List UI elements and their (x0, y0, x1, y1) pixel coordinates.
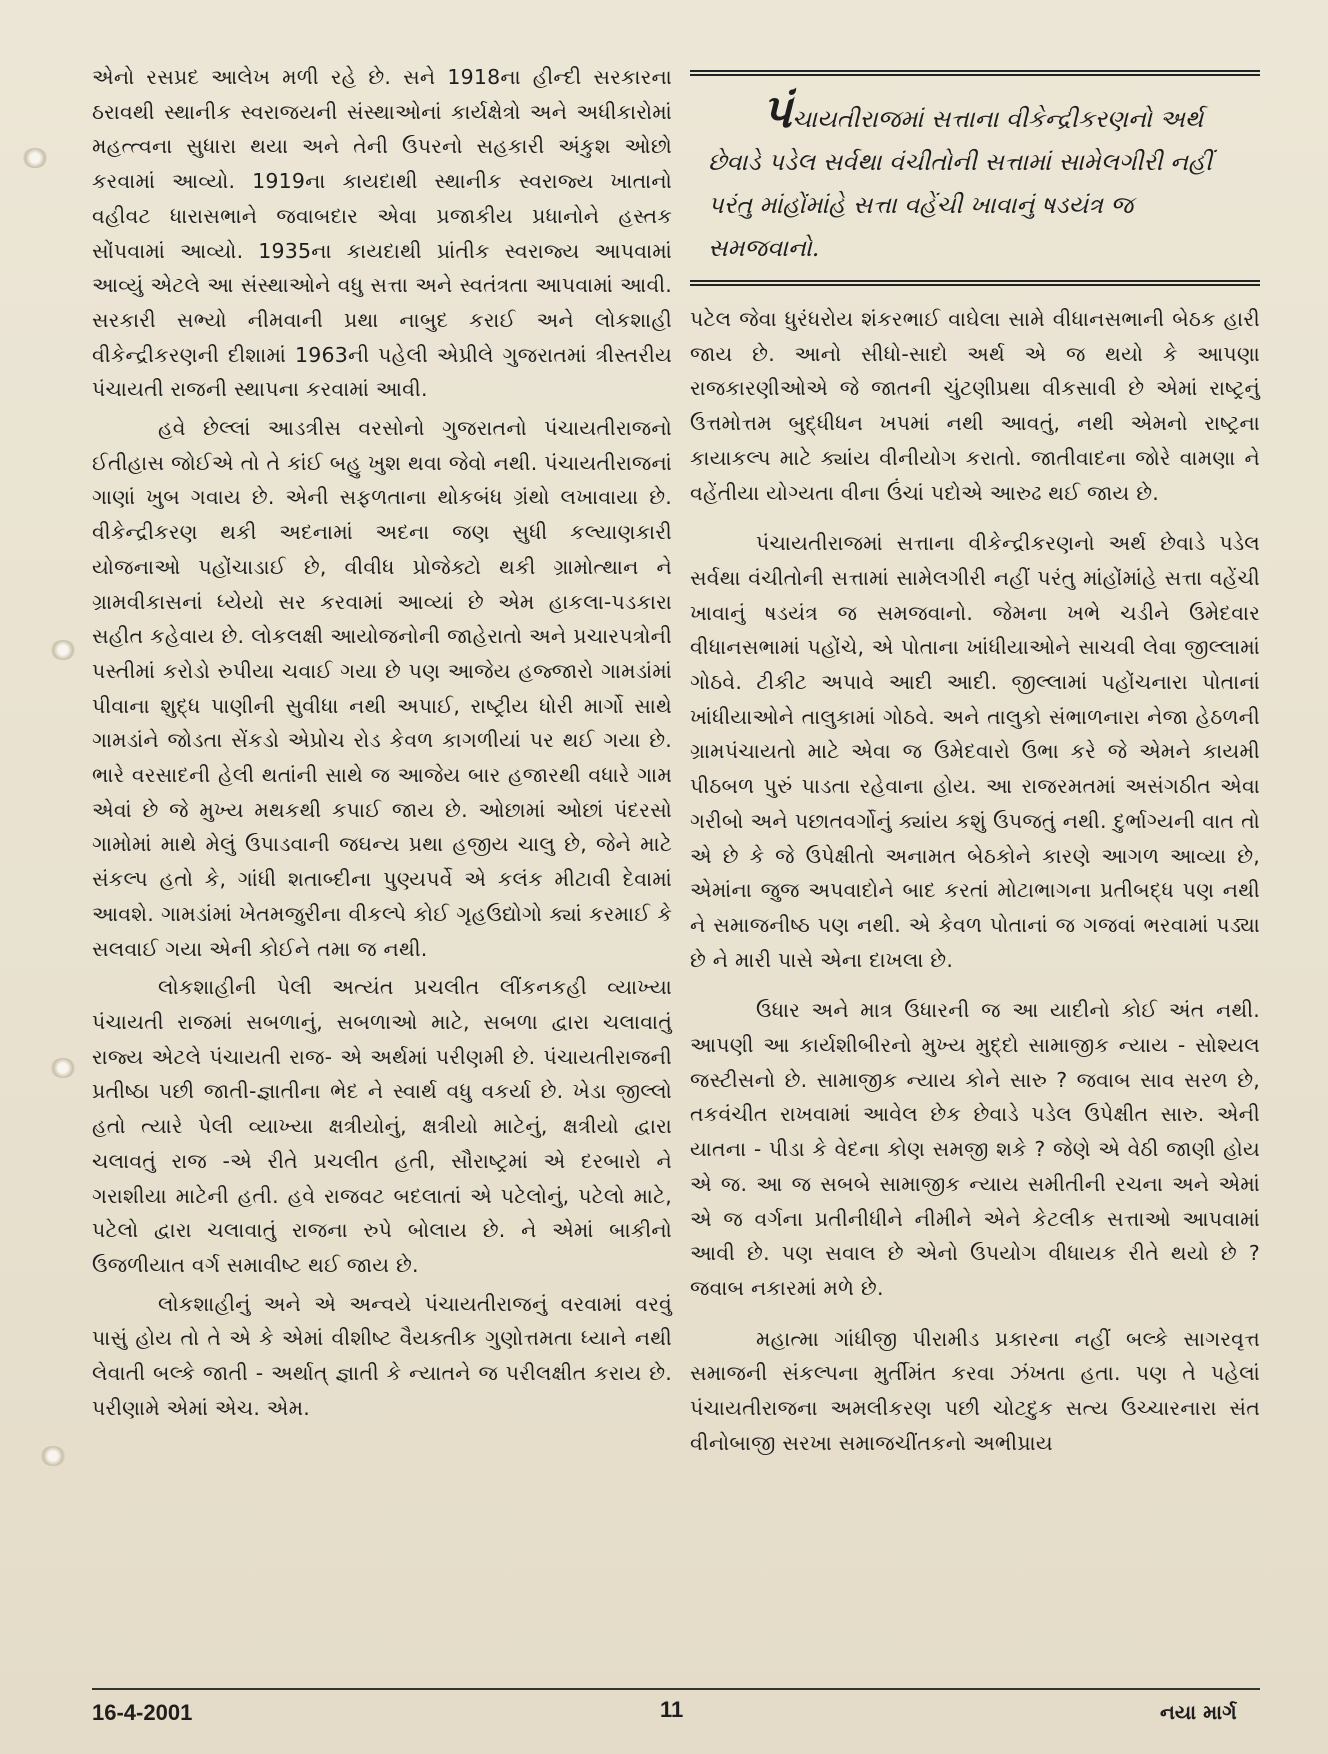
paragraph: પટેલ જેવા ધુરંધરોય શંકરભાઈ વાઘેલા સામે વીધાનસભાની બેઠક હારી જાય છે. આનો સીધો-સાદો અર્થ એ જ થયો કે આપણા રાજકારણીઓએ જે જાતની ચુંટણીપ્રથા વીકસાવી છે એમાં રાષ્ટ્રનું ઉત્તમોત્તમ બુદ્ધીધન ખપમાં નથી આવતું, નથી એમનો રાષ્ટ્રના કાયાકલ્પ માટે ક્યાંય વીનીયોગ કરાતો. જાતીવાદના જોરે વામણા ને વહેંતીયા યોગ્યતા વીના ઉંચાં પદોએ આરુઢ થઈ જાય છે. (690, 307, 1260, 505)
footer-rule (92, 1688, 1260, 1690)
paragraph: હવે છેલ્લાં આડત્રીસ વરસોનો ગુજરાતનો પંચાયતીરાજનો ઈતીહાસ જોઈએ તો તે કાંઈ બહુ ખુશ થવા જેવો નથી. પંચાયતીરાજનાં ગાણાં ખુબ ગવાય છે. એની સફળતાના થોકબંધ ગ્રંથો લખાવાયા છે. વીકેન્દ્રીકરણ થકી અદનામાં અદના જણ સુધી કલ્યાણકારી યોજનાઓ પહોંચાડાઈ છે, વીવીધ પ્રોજેક્ટો થકી ગ્રામોત્થાન ને ગ્રામવીકાસનાં ધ્યેયો સર કરવામાં આવ્યાં છે એમ હાકલા-પડકારા સહીત કહેવાય છે. લોકલક્ષી આયોજનોની જાહેરાતો અને પ્રચારપત્રોની પસ્તીમાં કરોડો રુપીયા ચવાઈ ગયા છે પણ આજેય હજ્જારો ગામડાંમાં પીવાના શુદ્ધ પાણીની સુવીધા નથી અપાઈ, રાષ્ટ્રીય ધોરી માર્ગો સાથે ગામડાંને જોડતા સેંકડો એપ્રોચ રોડ કેવળ કાગળીયાં પર થઈ ગયા છે. ભારે વરસાદની હેલી થતાંની સાથે જ આજેય બાર હજારથી વધારે ગામ એવાં છે જે મુખ્ય મથકથી કપાઈ જાય છે. ઓછામાં ઓછાં પંદરસો ગામોમાં માથે મેલું ઉપાડવાની જઘન્ય પ્રથા હજીય ચાલુ છે, જેને માટે સંકલ્પ હતો કે, ગાંધી શતાબ્દીના પુણ્યપર્વે એ કલંક મીટાવી દેવામાં આવશે. ગામડાંમાં ખેતમજુરીના વીકલ્પે કોઈ ગૃહઉદ્યોગો ક્યાં કરમાઈ કે સલવાઈ ગયા એની કોઈને તમા જ નથી. (92, 416, 672, 961)
staple-hole (50, 640, 76, 660)
paragraph: લોકશાહીની પેલી અત્યંત પ્રચલીત લીંકનકહી વ્યાખ્યા પંચાયતી રાજમાં સબળાનું, સબળાઓ માટે, સબળા દ્વારા ચલાવાતું રાજ્ય એટલે પંચાયતી રાજ- એ અર્થમાં પરીણમી છે. પંચાયતીરાજની પ્રતીષ્ઠા પછી જાતી-જ્ઞાતીના ભેદ ને સ્વાર્થ વધુ વકર્યા છે. ખેડા જીલ્લો હતો ત્યારે પેલી વ્યાખ્યા ક્ષત્રીયોનું, ક્ષત્રીયો માટેનું, ક્ષત્રીયો દ્વારા ચલાવતું રાજ -એ રીતે પ્રચલીત હતી, સૌરાષ્ટ્રમાં એ દરબારો ને ગરાશીયા માટેની હતી. હવે રાજવટ બદલાતાં એ પટેલોનું, પટેલો માટે, પટેલો દ્વારા ચલાવાતું રાજના રુપે બોલાય છે. ને એમાં બાકીનો ઉજળીયાત વર્ગ સમાવીષ્ટ થઈ જાય છે. (92, 975, 672, 1277)
pull-quote (690, 70, 1260, 286)
footer-date: 16-4-2001 (92, 1700, 193, 1725)
left-column (92, 60, 672, 1425)
right-column (690, 60, 1260, 1461)
paragraph: ઉધાર અને માત્ર ઉધારની જ આ યાદીનો કોઈ અંત નથી. આપણી આ કાર્યશીબીરનો મુખ્ય મુદ્દો સામાજીક ન્યાય - સોશ્યલ જસ્ટીસનો છે. સામાજીક ન્યાય કોને સારુ ? જવાબ સાવ સરળ છે, તકવંચીત રાખવામાં આવેલ છેક છેવાડે પડેલ ઉપેક્ષીત સારુ. એની યાતના - પીડા કે વેદના કોણ સમજી શકે ? જેણે એ વેઠી જાણી હોય એ જ. આ જ સબબે સામાજીક ન્યાય સમીતીની રચના અને એમાં એ જ વર્ગના પ્રતીનીધીને નીમીને એને કેટલીક સત્તાઓ આપવામાં આવી છે. પણ સવાલ છે એનો ઉપયોગ વીધાયક રીતે થયો છે ? જવાબ નકારમાં મળે છે. (690, 998, 1261, 1300)
page-number: 11 (660, 1697, 684, 1722)
paragraph: લોકશાહીનું અને એ અન્વયે પંચાયતીરાજનું વરવામાં વરવું પાસું હોય તો તે એ કે એમાં વીશીષ્ટ વૈયક્તીક ગુણોત્તમતા ધ્યાને નથી લેવાતી બલ્કે જાતી - અર્થાત્ જ્ઞાતી કે ન્યાતને જ પરીલક્ષીત કરાય છે. પરીણામે એમાં એચ. એમ. (92, 1291, 672, 1420)
paragraph: પંચાયતીરાજમાં સત્તાના વીકેન્દ્રીકરણનો અર્થ છેવાડે પડેલ સર્વથા વંચીતોની સત્તામાં સામેલગીરી નહીં પરંતુ માંહોંમાંહે સત્તા વહેંચી ખાવાનું ષડયંત્ર જ સમજવાનો. જેમના ખભે ચડીને ઉમેદવાર વીધાનસભામાં પહોંચે, એ પોતાના ખાંધીયાઓને સાચવી લેવા જીલ્લામાં ગોઠવે. ટીકીટ અપાવે આદી આદી. જીલ્લામાં પહોંચનારા પોતાનાં ખાંધીયાઓને તાલુકામાં ગોઠવે. અને તાલુકો સંભાળનારા નેજા હેઠળની ગ્રામપંચાયતો માટે એવા જ ઉમેદવારો ઉભા કરે જે એમને કાયમી પીઠબળ પુરું પાડતા રહેવાના હોય. આ રાજરમતમાં અસંગઠીત એવા ગરીબો અને પછાતવર્ગોનું ક્યાંય કશું ઉપજતું નથી. દુર્ભાગ્યની વાત તો એ છે કે જે ઉપેક્ષીતો અનામત બેઠકોને કારણે આગળ આવ્યા છે, એમાંના જુજ અપવાદોને બાદ કરતાં મોટાભાગના પ્રતીબદ્ધ પણ નથી ને સમાજનીષ્ઠ પણ નથી. એ કેવળ પોતાનાં જ ગજવાં ભરવામાં પડ્યા છે ને મારી પાસે એના દાખલા છે. (690, 531, 1260, 972)
pull-quote-dropcap: પં (762, 84, 792, 138)
staple-hole (50, 1058, 76, 1078)
paragraph: મહાત્મા ગાંધીજી પીરામીડ પ્રકારના નહીં બલ્કે સાગરવૃત્ત સમાજની સંકલ્પના મુર્તીમંત કરવા ઝંખતા હતા. પણ તે પહેલાં પંચાયતીરાજના અમલીકરણ પછી ચોટદુક સત્ય ઉચ્ચારનારા સંત વીનોબાજી સરખા સમાજચીંતકનો અભીપ્રાય (690, 1326, 1260, 1455)
staple-hole (22, 148, 48, 168)
paragraph: એનો રસપ્રદ આલેખ મળી રહે છે. સને 1918ના હીન્દી સરકારના ઠરાવથી સ્થાનીક સ્વરાજયની સંસ્થાઓનાં કાર્યક્ષેત્રો અને અધીકારોમાં મહત્ત્વના સુધારા થયા અને તેની ઉપરનો સહકારી અંકુશ ઓછો કરવામાં આવ્યો. 1919ના કાયદાથી સ્થાનીક સ્વરાજ્ય ખાતાનો વહીવટ ધારાસભાને જવાબદાર એવા પ્રજાકીય પ્રધાનોને હસ્તક સોંપવામાં આવ્યો. 1935ના કાયદાથી પ્રાંતીક સ્વરાજ્ય આપવામાં આવ્યું એટલે આ સંસ્થાઓને વધુ સત્તા અને સ્વતંત્રતા આપવામાં આવી. સરકારી સભ્યો નીમવાની પ્રથા નાબુદ કરાઈ અને લોકશાહી વીકેન્દ્રીકરણની દીશામાં 1963ની પહેલી એપ્રીલે ગુજરાતમાં ત્રીસ્તરીય પંચાયતી રાજની સ્થાપના કરવામાં આવી. (92, 65, 672, 402)
publication-name: નયા માર્ગ (1160, 1700, 1237, 1724)
staple-hole (40, 1446, 66, 1466)
pull-quote-text: ચાયતીરાજમાં સત્તાના વીકેન્દ્રીકરણનો અર્થ છેવાડે પડેલ સર્વથા વંચીતોની સત્તામાં સામેલગીરી નહીં પરંતુ માંહોંમાંહે સત્તા વહેંચી ખાવાનું ષડયંત્ર જ સમજવાનો. (708, 105, 1212, 262)
